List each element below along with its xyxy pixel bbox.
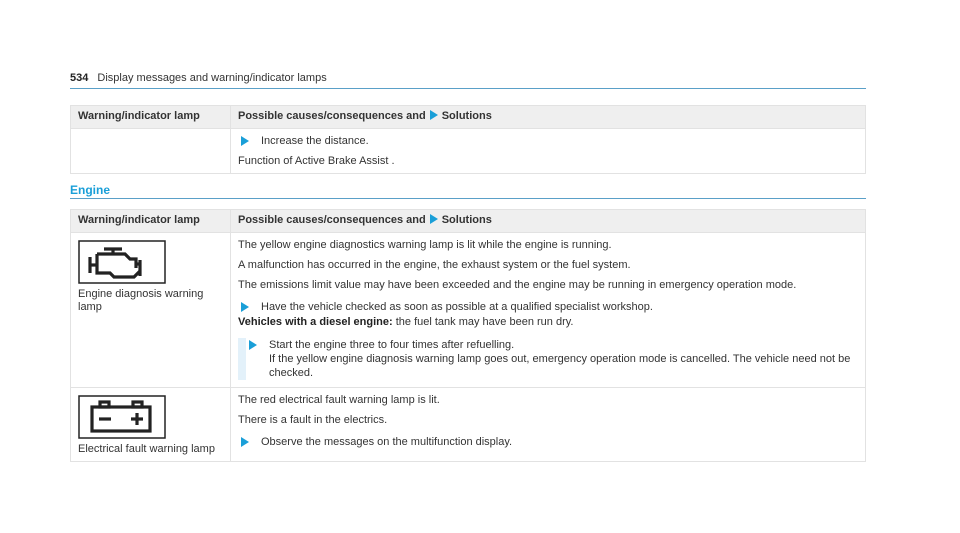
step-result-text: If the yellow engine diagnosis warning lamp goes out, emergency operation mode is cancelled. The vehicle need not be checked. [269,353,851,379]
lamp-column-header: Warning/indicator lamp [71,210,231,233]
section-title: Engine [70,183,111,197]
action-step [238,435,858,449]
causes-header-text: Possible causes/consequences and [238,110,426,122]
diesel-text: the fuel tank may have been run dry. [395,316,574,328]
lamp-cell [71,388,231,462]
cause-text: The yellow engine diagnostics warning lamp is lit while the engine is running. [238,239,612,251]
diesel-note [238,315,858,329]
solutions-header-text: Solutions [441,110,492,122]
lamp-label: Electrical fault warning lamp [78,443,215,455]
section-rule [70,198,866,199]
battery-icon [78,395,166,439]
cause-text: A malfunction has occurred in the engine, the exhaust system or the fuel system. [238,259,631,271]
cause-text: There is a fault in the electrics. [238,414,388,426]
lamp-cell [71,233,231,388]
arrow-icon [241,136,249,146]
table-header-row [71,106,866,129]
lamp-label: Engine diagnosis warning lamp [78,288,204,313]
arrow-icon [241,302,249,312]
causes-column-header [231,106,866,129]
action-step [238,134,858,148]
step-text: Increase the distance. [261,135,369,147]
diesel-label: Vehicles with a diesel engine: [238,316,393,328]
engine-table [70,209,866,462]
causes-cell [231,388,866,462]
causes-cell [231,233,866,388]
action-step-block [238,338,858,380]
action-step [238,300,858,314]
page-header [70,72,327,84]
page-header-title: Display messages and warning/indicator lamps [97,72,327,84]
page-number: 534 [70,72,89,84]
causes-header-text: Possible causes/consequences and [238,214,426,226]
table-header-row [71,210,866,233]
engine-icon [78,240,166,284]
note-text: Function of Active Brake Assist . [238,155,395,167]
table-row [71,233,866,388]
arrow-icon [241,437,249,447]
lamp-column-header: Warning/indicator lamp [71,106,231,129]
step-text: Start the engine three to four times after refuelling. [269,339,515,351]
causes-column-header [231,210,866,233]
cause-text: The red electrical fault warning lamp is lit. [238,394,440,406]
lamp-cell [71,129,231,174]
table-row [71,388,866,462]
arrow-icon [249,340,257,350]
step-text: Have the vehicle checked as soon as possible at a qualified specialist workshop. [261,301,653,313]
arrow-icon [430,214,438,224]
cause-text: The emissions limit value may have been exceeded and the engine may be running in emergency operation mode. [238,279,797,291]
causes-cell [231,129,866,174]
step-text: Observe the messages on the multifunction display. [261,436,513,448]
top-table [70,105,866,174]
arrow-icon [430,110,438,120]
header-rule [70,88,866,89]
solutions-header-text: Solutions [441,214,492,226]
table-row [71,129,866,174]
